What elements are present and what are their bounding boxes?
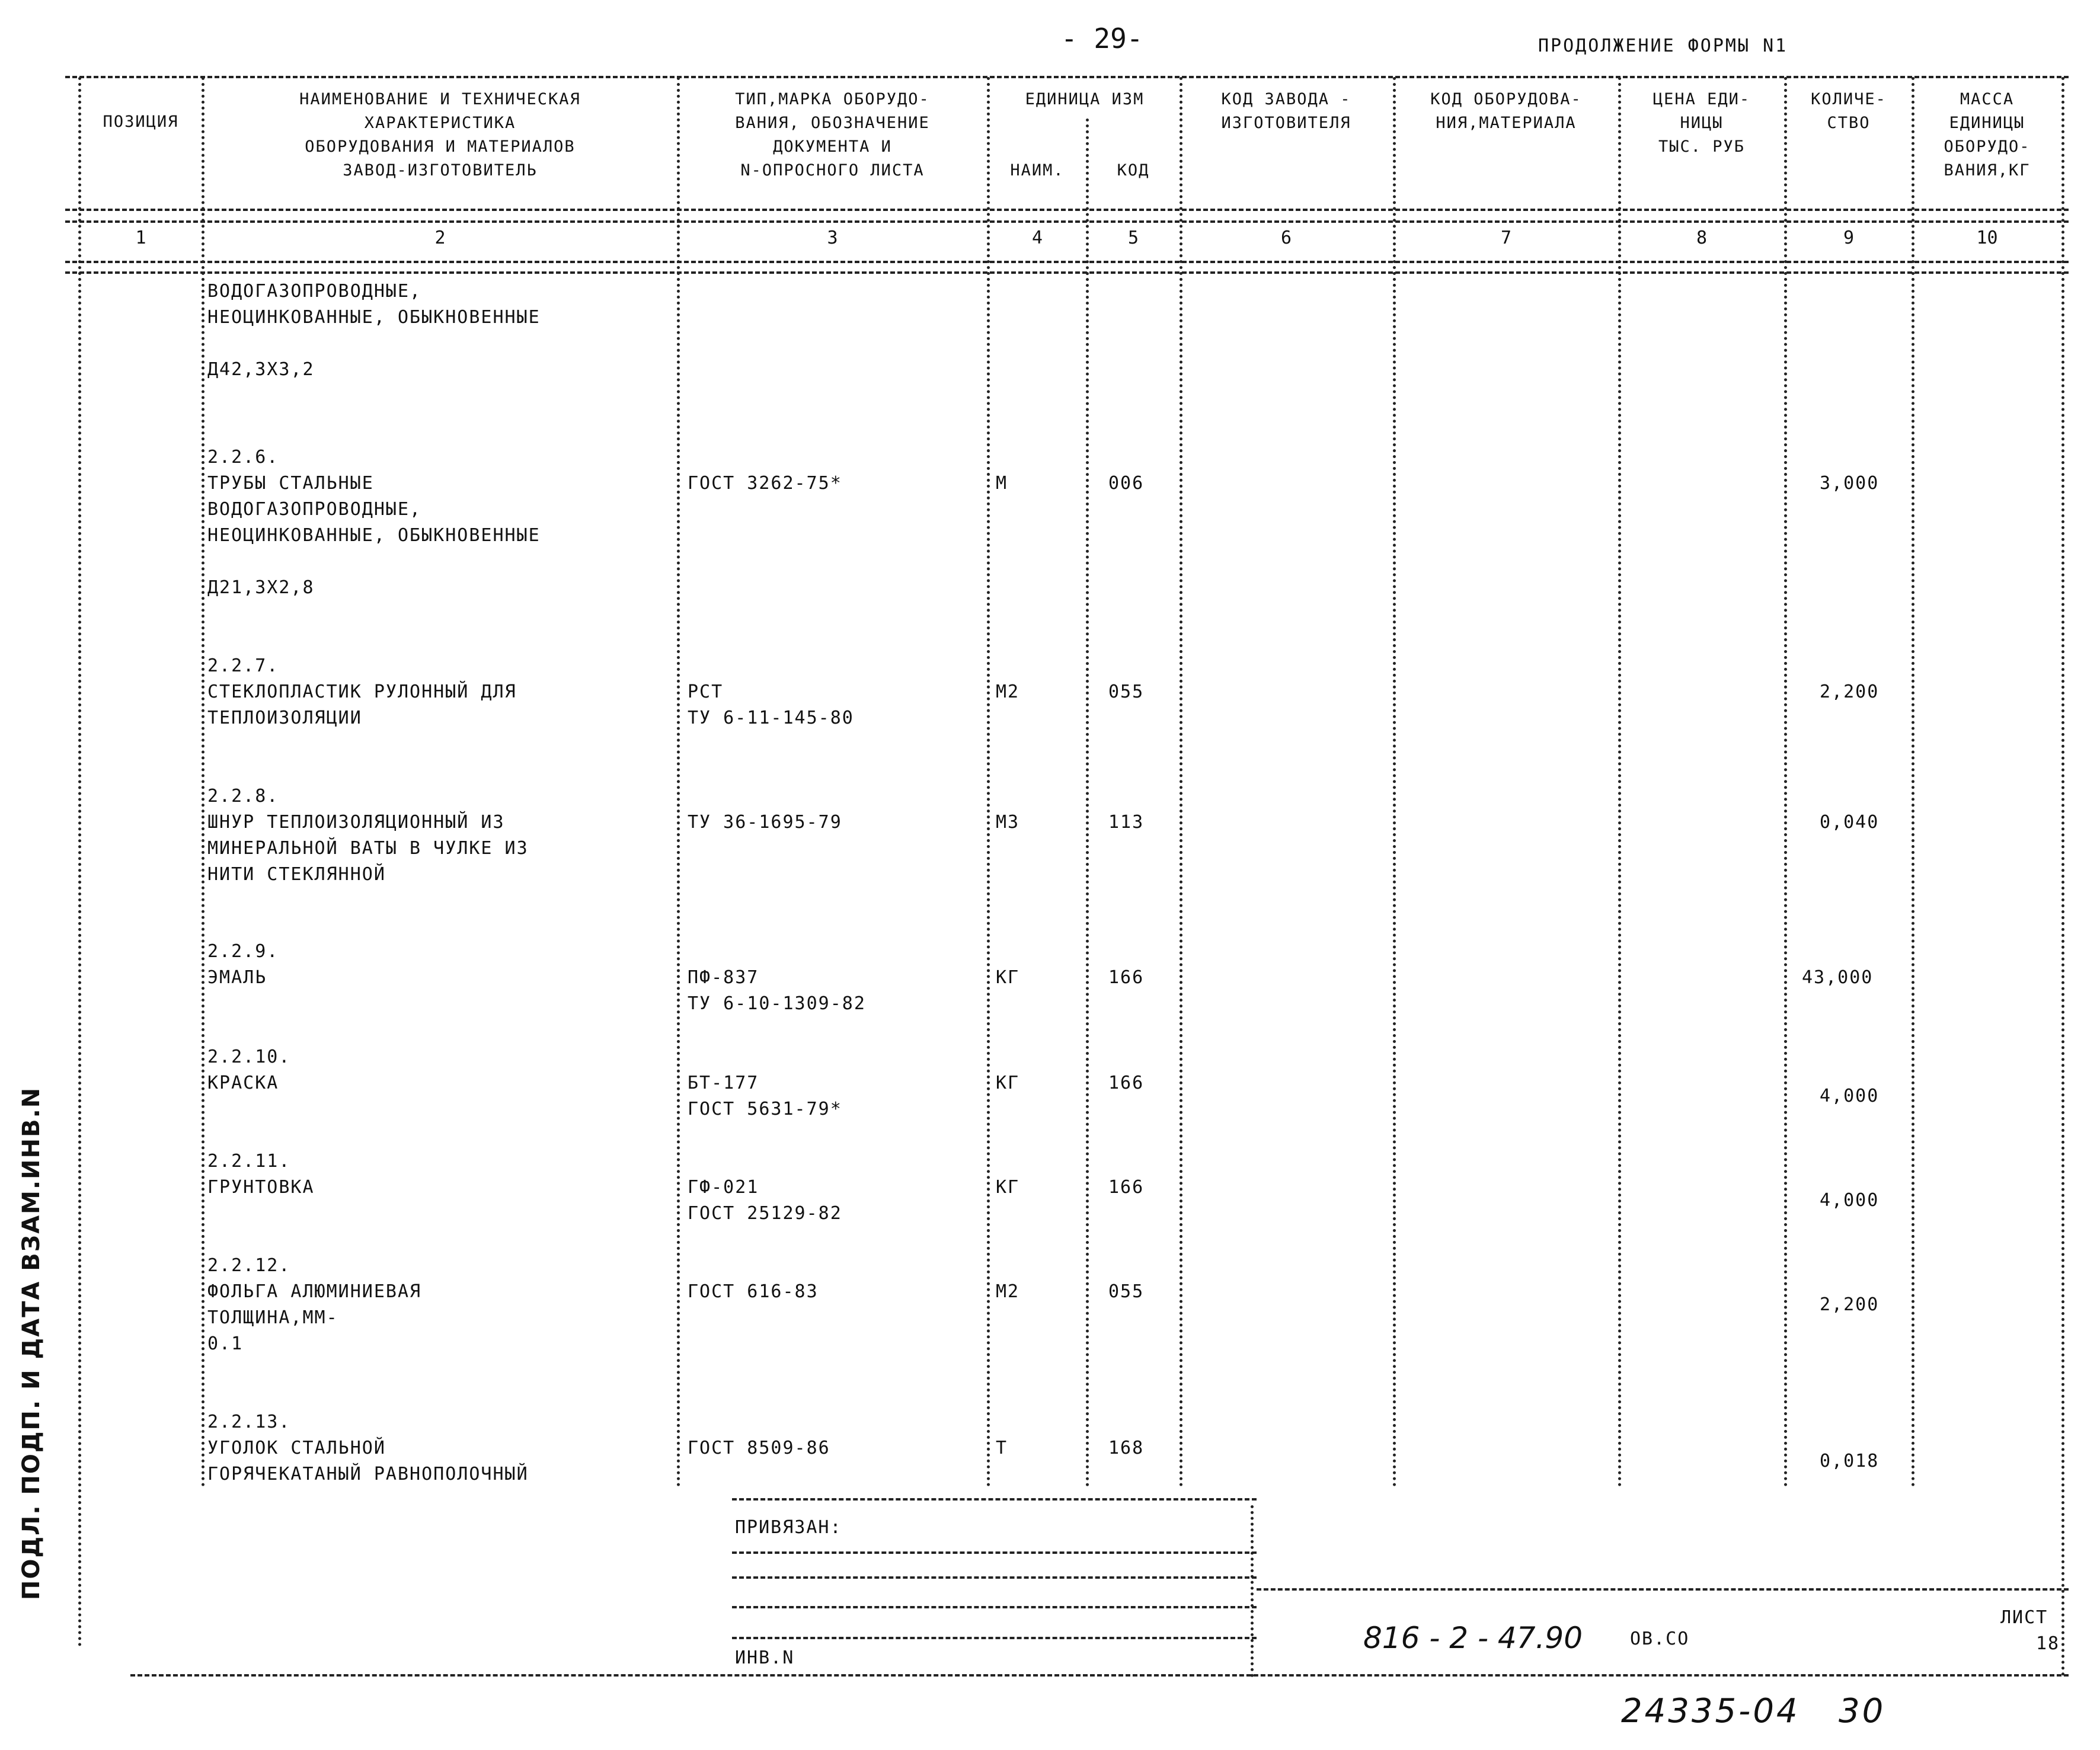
row-name: 2.2.8. ШНУР ТЕПЛОИЗОЛЯЦИОННЫЙ ИЗ МИНЕРАЛЬНОЙ ВАТЫ В ЧУЛКЕ ИЗ НИТИ СТЕКЛЯННОЙ [207, 786, 529, 885]
row-unit: М3 [996, 812, 1020, 833]
stamp-rule [732, 1576, 1257, 1579]
row-code: 055 [1108, 682, 1145, 702]
row-type: РСТ ТУ 6-11-145-80 [688, 682, 854, 728]
row-name: 2.2.10. КРАСКА [207, 1047, 291, 1093]
stamp-divider [1251, 1505, 1254, 1677]
row-name: 2.2.13. УГОЛОК СТАЛЬНОЙ ГОРЯЧЕКАТАНЫЙ РАВНОПОЛОЧНЫЙ [207, 1412, 529, 1485]
row-code: 055 [1108, 1281, 1145, 1302]
stamp-rule [732, 1498, 1257, 1501]
row-quantity: 43,000 [1802, 967, 1874, 988]
row-quantity: 0,040 [1820, 812, 1880, 833]
row-name: 2.2.11. ГРУНТОВКА [207, 1151, 315, 1198]
colnum-bottom-rule [65, 261, 2069, 263]
row-code: 168 [1108, 1438, 1145, 1458]
row-unit: М2 [996, 1281, 1020, 1302]
row-unit: М2 [996, 682, 1020, 702]
column-divider [677, 77, 680, 1487]
row-type: ГОСТ 616-83 [688, 1281, 819, 1302]
colnum-7: 7 [1500, 228, 1512, 248]
header-unit-name: НАИМ. [1010, 161, 1065, 180]
header-quantity: КОЛИЧЕ- СТВО [1811, 90, 1887, 132]
row-type: ГОСТ 3262-75* [688, 473, 842, 494]
row-type: ГОСТ 8509-86 [688, 1438, 830, 1458]
continuation-title: ПРОДОЛЖЕНИЕ ФОРМЫ N1 [1538, 36, 1788, 56]
colnum-10: 10 [1976, 228, 1998, 248]
column-divider [1086, 119, 1089, 1487]
header-unit-code: КОД [1117, 161, 1150, 180]
row-code: 006 [1108, 473, 1145, 494]
row-quantity: 2,200 [1820, 682, 1880, 702]
stamp-right-rule [1257, 1588, 2069, 1591]
row-quantity: 2,200 [1820, 1294, 1880, 1315]
header-unit: ЕДИНИЦА ИЗМ [1025, 90, 1145, 108]
row-name: 2.2.12. ФОЛЬГА АЛЮМИНИЕВАЯ ТОЛЩИНА,ММ- 0.1 [207, 1255, 422, 1354]
column-divider [987, 77, 990, 1487]
header-plant-code: КОД ЗАВОДА - ИЗГОТОВИТЕЛЯ [1221, 90, 1351, 132]
column-divider [1393, 77, 1396, 1487]
document-suffix: ОВ.СО [1630, 1629, 1690, 1649]
row-unit: КГ [996, 967, 1020, 988]
row-code: 166 [1108, 1073, 1145, 1093]
colnum-2: 2 [434, 228, 446, 248]
row-unit: КГ [996, 1177, 1020, 1198]
inventory-label: ИНВ.N [735, 1647, 795, 1668]
row-quantity: 4,000 [1820, 1190, 1880, 1211]
row-unit: Т [996, 1438, 1008, 1458]
row-code: 113 [1108, 812, 1145, 833]
column-divider [1618, 77, 1621, 1487]
sheet-number: 18 [2036, 1633, 2060, 1654]
header-name: НАИМЕНОВАНИЕ И ТЕХНИЧЕСКАЯ ХАРАКТЕРИСТИКА ОБОРУДОВАНИЯ И МАТЕРИАЛОВ ЗАВОД-ИЗГОТОВИТЕЛЬ [299, 90, 581, 180]
colnum-6: 6 [1280, 228, 1292, 248]
row-type: ТУ 36-1695-79 [688, 812, 842, 833]
column-divider [1180, 77, 1182, 1487]
header-mass: МАССА ЕДИНИЦЫ ОБОРУДО- ВАНИЯ,КГ [1944, 90, 2031, 180]
archive-number: 24335-04 30 [1621, 1692, 1886, 1730]
stamp-rule [732, 1606, 1257, 1608]
column-divider [1784, 77, 1787, 1487]
header-type: ТИП,МАРКА ОБОРУДО- ВАНИЯ, ОБОЗНАЧЕНИЕ ДОКУМЕНТА И N-ОПРОСНОГО ЛИСТА [735, 90, 930, 180]
row-type: БТ-177 ГОСТ 5631-79* [688, 1073, 842, 1119]
column-divider [78, 77, 81, 1647]
document-code: 816 - 2 - 47.90 [1363, 1621, 1583, 1655]
colnum-top-rule [65, 220, 2069, 223]
page-bottom-rule [130, 1674, 2069, 1677]
row-unit: КГ [996, 1073, 1020, 1093]
row-name: ВОДОГАЗОПРОВОДНЫЕ, НЕОЦИНКОВАННЫЕ, ОБЫКНОВЕННЫЕ Д42,3Х3,2 [207, 281, 541, 380]
column-divider [2061, 77, 2064, 1677]
stamp-rule [732, 1551, 1257, 1554]
row-quantity: 0,018 [1820, 1451, 1880, 1471]
colnum-bottom-rule-2 [65, 271, 2069, 274]
row-unit: М [996, 473, 1008, 494]
column-divider [1912, 77, 1914, 1487]
table-top-rule [65, 76, 2069, 78]
row-code: 166 [1108, 1177, 1145, 1198]
sheet-label: ЛИСТ [2000, 1607, 2048, 1628]
colnum-9: 9 [1843, 228, 1855, 248]
row-type: ГФ-021 ГОСТ 25129-82 [688, 1177, 842, 1224]
row-name: 2.2.9. ЭМАЛЬ [207, 941, 279, 988]
header-price: ЦЕНА ЕДИ- НИЦЫ ТЫС. РУБ [1652, 90, 1751, 156]
side-stamp: ПОДЛ. ПОДП. И ДАТА ВЗАМ.ИНВ.N [18, 1086, 45, 1600]
row-type: ПФ-837 ТУ 6-10-1309-82 [688, 967, 866, 1014]
row-name: 2.2.6. ТРУБЫ СТАЛЬНЫЕ ВОДОГАЗОПРОВОДНЫЕ, НЕОЦИНКОВАННЫЕ, ОБЫКНОВЕННЫЕ Д21,3Х2,8 [207, 447, 541, 598]
row-name: 2.2.7. СТЕКЛОПЛАСТИК РУЛОННЫЙ ДЛЯ ТЕПЛОИЗОЛЯЦИИ [207, 655, 517, 728]
header-position: ПОЗИЦИЯ [103, 113, 179, 131]
header-equipment-code: КОД ОБОРУДОВА- НИЯ,МАТЕРИАЛА [1430, 90, 1582, 132]
column-divider [202, 77, 204, 1487]
stamp-rule [732, 1637, 1257, 1639]
header-bottom-rule [65, 209, 2069, 211]
colnum-5: 5 [1127, 228, 1139, 248]
row-code: 166 [1108, 967, 1145, 988]
row-quantity: 3,000 [1820, 473, 1880, 494]
colnum-4: 4 [1031, 228, 1043, 248]
row-quantity: 4,000 [1820, 1086, 1880, 1106]
colnum-1: 1 [135, 228, 146, 248]
colnum-3: 3 [827, 228, 838, 248]
colnum-8: 8 [1696, 228, 1708, 248]
page-number: - 29- [1061, 23, 1143, 55]
bound-label: ПРИВЯЗАН: [735, 1517, 842, 1538]
